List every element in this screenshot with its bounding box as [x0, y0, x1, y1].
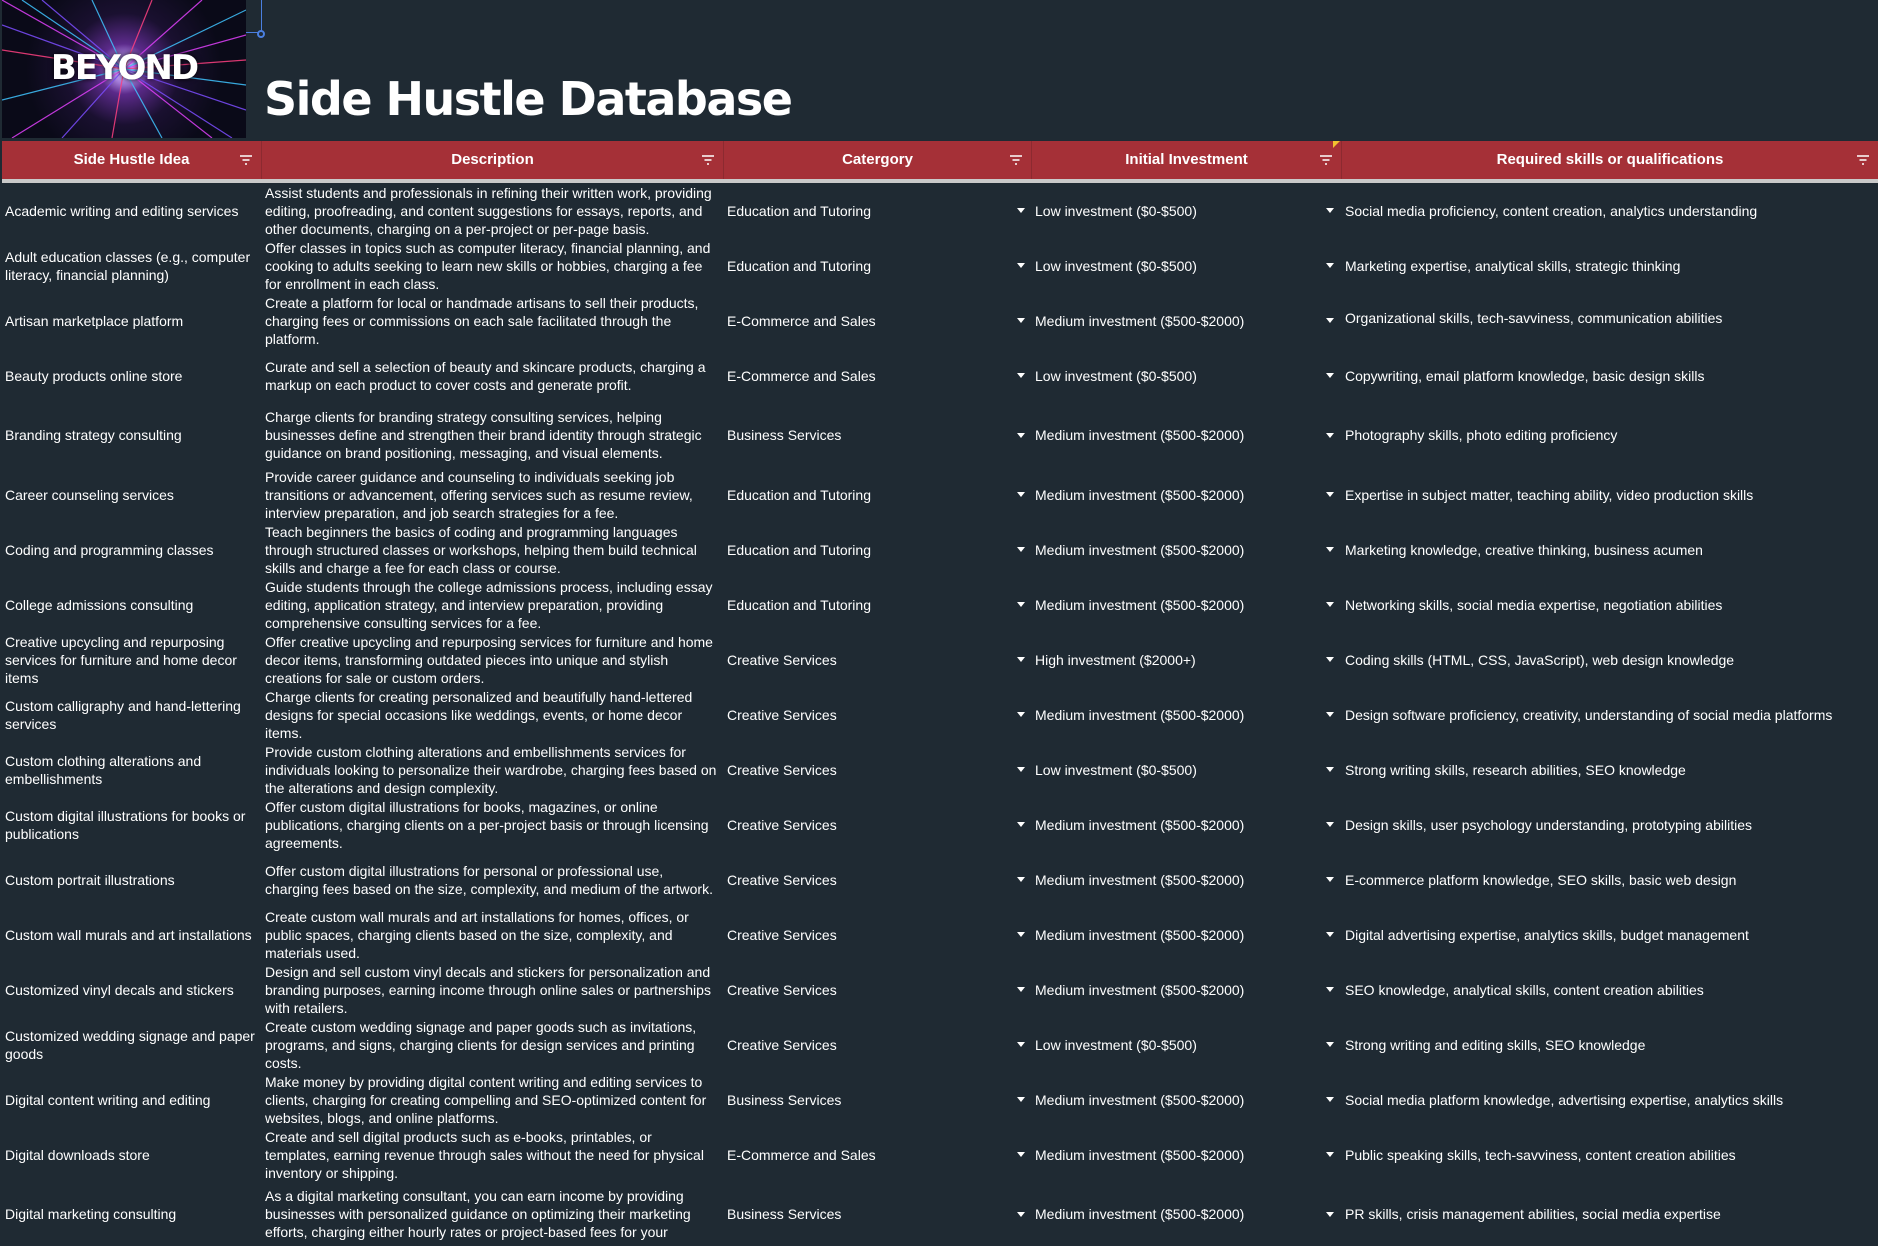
cell-investment-text: Medium investment ($500-$2000): [1035, 312, 1245, 329]
cell-idea-text: College admissions consulting: [5, 596, 194, 613]
cell-investment-text: Medium investment ($500-$2000): [1035, 981, 1245, 998]
cell-description-text: Offer custom digital illustrations for personal or professional use, charging fees based on the size, complexity, and medium of the artwork.: [265, 862, 713, 897]
cell-skills-text: Strong writing and editing skills, SEO knowledge: [1345, 1036, 1646, 1053]
cell-description-text: Create custom wedding signage and paper goods such as invitations, programs, and signs, charging clients for design services and printing costs.: [265, 1018, 697, 1071]
cell-skills[interactable]: [1342, 467, 1878, 522]
cell-idea[interactable]: [2, 577, 262, 632]
cell-description[interactable]: [262, 742, 724, 797]
cell-category[interactable]: [724, 522, 1032, 577]
cell-idea-text: Digital content writing and editing: [5, 1091, 211, 1108]
category-dropdown-icon[interactable]: [1014, 962, 1028, 1017]
table-row[interactable]: [2, 238, 1878, 293]
cell-category[interactable]: [724, 907, 1032, 962]
cell-description-text: Create custom wall murals and art installations for homes, offices, or public spaces, charging clients based on the size, complexity, and materials used.: [265, 908, 689, 961]
cell-description-text: Teach beginners the basics of coding and programming languages through structured classes or workshops, helping them build technical skills and charge a fee for each class or course.: [265, 523, 697, 576]
cell-category[interactable]: [724, 467, 1032, 522]
cell-idea[interactable]: [2, 1182, 262, 1246]
cell-skills-text: Social media platform knowledge, advertising expertise, analytics skills: [1345, 1091, 1784, 1108]
cell-investment[interactable]: [1032, 293, 1342, 348]
selection-handle-dot[interactable]: [257, 30, 265, 38]
table-row[interactable]: [2, 348, 1878, 403]
table-body: [2, 183, 1878, 1246]
cell-description-text: Guide students through the college admissions process, including essay editing, application strategy, and interview preparation, providing comprehensive consulting services for a fee.: [265, 578, 713, 631]
category-dropdown-icon[interactable]: [1014, 467, 1028, 522]
cell-category-text: E-Commerce and Sales: [727, 1146, 876, 1163]
cell-skills-text: Design software proficiency, creativity, understanding of social media platforms: [1345, 706, 1833, 723]
cell-skills[interactable]: [1342, 1182, 1878, 1246]
cell-skills[interactable]: [1342, 852, 1878, 907]
cell-idea[interactable]: [2, 962, 262, 1017]
investment-dropdown-icon[interactable]: [1323, 522, 1337, 577]
category-dropdown-icon[interactable]: [1014, 522, 1028, 577]
column-header-label: Required skills or qualifications: [1496, 151, 1724, 168]
investment-dropdown-icon[interactable]: [1323, 797, 1337, 852]
cell-category-text: Creative Services: [727, 1036, 837, 1053]
cell-investment-text: Medium investment ($500-$2000): [1035, 706, 1245, 723]
investment-dropdown-icon[interactable]: [1323, 293, 1337, 348]
cell-skills-text: Design skills, user psychology understanding, prototyping abilities: [1345, 816, 1752, 833]
cell-investment-text: Low investment ($0-$500): [1035, 202, 1197, 219]
cell-idea[interactable]: [2, 293, 262, 348]
cell-description[interactable]: [262, 467, 724, 522]
cell-investment-text: High investment ($2000+): [1035, 651, 1196, 668]
investment-dropdown-icon[interactable]: [1323, 1017, 1337, 1072]
cell-investment[interactable]: [1032, 522, 1342, 577]
cell-skills[interactable]: [1342, 238, 1878, 293]
cell-category-text: Creative Services: [727, 926, 837, 943]
selection-handle-line: [261, 0, 262, 34]
investment-dropdown-icon[interactable]: [1323, 1127, 1337, 1182]
cell-category-text: Education and Tutoring: [727, 202, 871, 219]
investment-dropdown-icon[interactable]: [1323, 687, 1337, 742]
cell-skills[interactable]: [1342, 1072, 1878, 1127]
cell-description[interactable]: [262, 403, 724, 467]
column-header-category[interactable]: [724, 141, 1032, 179]
table-row[interactable]: [2, 687, 1878, 742]
cell-category-text: Business Services: [727, 1091, 842, 1108]
cell-description[interactable]: [262, 852, 724, 907]
cell-investment[interactable]: [1032, 238, 1342, 293]
investment-dropdown-icon[interactable]: [1323, 1072, 1337, 1127]
table-row[interactable]: [2, 183, 1878, 238]
cell-idea[interactable]: [2, 687, 262, 742]
cell-description[interactable]: [262, 522, 724, 577]
cell-idea-text: Custom portrait illustrations: [5, 871, 175, 888]
cell-idea[interactable]: [2, 797, 262, 852]
cell-idea-text: Coding and programming classes: [5, 541, 214, 558]
cell-description[interactable]: [262, 348, 724, 403]
table-row[interactable]: [2, 522, 1878, 577]
cell-investment-text: Low investment ($0-$500): [1035, 257, 1197, 274]
table-row[interactable]: [2, 1182, 1878, 1246]
category-dropdown-icon[interactable]: [1014, 687, 1028, 742]
filter-icon[interactable]: [701, 154, 715, 166]
cell-skills[interactable]: [1342, 348, 1878, 403]
cell-category[interactable]: [724, 1072, 1032, 1127]
cell-category-text: Creative Services: [727, 706, 837, 723]
column-header-label: Catergory: [842, 151, 913, 168]
investment-dropdown-icon[interactable]: [1323, 742, 1337, 797]
cell-skills[interactable]: [1342, 632, 1878, 687]
category-dropdown-icon[interactable]: [1014, 1017, 1028, 1072]
cell-investment-text: Medium investment ($500-$2000): [1035, 926, 1245, 943]
filter-icon[interactable]: [1319, 154, 1333, 166]
cell-category[interactable]: [724, 742, 1032, 797]
investment-dropdown-icon[interactable]: [1323, 1182, 1337, 1246]
cell-skills-text: E-commerce platform knowledge, SEO skills, basic web design: [1345, 871, 1737, 888]
cell-description[interactable]: [262, 183, 724, 238]
cell-idea[interactable]: [2, 1072, 262, 1127]
table-row[interactable]: [2, 1017, 1878, 1072]
cell-idea-text: Digital marketing consulting: [5, 1206, 177, 1222]
category-dropdown-icon[interactable]: [1014, 238, 1028, 293]
cell-idea-text: Digital downloads store: [5, 1146, 150, 1163]
table-row[interactable]: [2, 742, 1878, 797]
investment-dropdown-icon[interactable]: [1323, 577, 1337, 632]
cell-idea-text: Career counseling services: [5, 486, 174, 503]
cell-idea-text: Adult education classes (e.g., computer literacy, financial planning): [5, 248, 251, 283]
cell-skills[interactable]: [1342, 962, 1878, 1017]
cell-idea[interactable]: [2, 238, 262, 293]
category-dropdown-icon[interactable]: [1014, 183, 1028, 238]
cell-skills-text: PR skills, crisis management abilities, social media expertise: [1345, 1206, 1721, 1222]
cell-category[interactable]: [724, 183, 1032, 238]
cell-skills-text: Organizational skills, tech-savviness, communication abilities: [1345, 310, 1723, 326]
cell-category-text: Creative Services: [727, 816, 837, 833]
cell-category[interactable]: [724, 293, 1032, 348]
cell-idea[interactable]: [2, 1127, 262, 1182]
cell-skills-text: Expertise in subject matter, teaching ability, video production skills: [1345, 486, 1754, 503]
category-dropdown-icon[interactable]: [1014, 577, 1028, 632]
cell-idea-text: Creative upcycling and repurposing services for furniture and home decor items: [5, 633, 237, 686]
cell-category-text: Education and Tutoring: [727, 257, 871, 274]
cell-description-text: Create and sell digital products such as e-books, printables, or templates, earning revenue through sales without the need for physical inventory or shipping.: [265, 1128, 704, 1181]
column-header-label: Description: [451, 151, 534, 168]
cell-skills-text: Digital advertising expertise, analytics skills, budget management: [1345, 926, 1749, 943]
cell-investment[interactable]: [1032, 797, 1342, 852]
cell-skills-text: Networking skills, social media expertise, negotiation abilities: [1345, 596, 1723, 613]
table-row[interactable]: [2, 852, 1878, 907]
cell-skills[interactable]: [1342, 522, 1878, 577]
cell-skills[interactable]: [1342, 183, 1878, 238]
cell-skills-text: Copywriting, email platform knowledge, basic design skills: [1345, 367, 1705, 384]
column-header-description[interactable]: [262, 141, 724, 179]
cell-description[interactable]: [262, 797, 724, 852]
cell-idea-text: Customized wedding signage and paper goods: [5, 1027, 255, 1062]
cell-investment[interactable]: [1032, 577, 1342, 632]
cell-investment[interactable]: [1032, 687, 1342, 742]
cell-description[interactable]: [262, 238, 724, 293]
category-dropdown-icon[interactable]: [1014, 1072, 1028, 1127]
cell-description[interactable]: [262, 1127, 724, 1182]
category-dropdown-icon[interactable]: [1014, 632, 1028, 687]
cell-skills-text: Social media proficiency, content creation, analytics understanding: [1345, 202, 1758, 219]
cell-investment[interactable]: [1032, 403, 1342, 467]
cell-category-text: Business Services: [727, 427, 842, 443]
investment-dropdown-icon[interactable]: [1323, 238, 1337, 293]
cell-category[interactable]: [724, 1182, 1032, 1246]
cell-category-text: Business Services: [727, 1206, 842, 1222]
cell-skills-text: Marketing knowledge, creative thinking, business acumen: [1345, 541, 1703, 558]
cell-investment[interactable]: [1032, 632, 1342, 687]
cell-investment-text: Medium investment ($500-$2000): [1035, 1091, 1245, 1108]
cell-description[interactable]: [262, 293, 724, 348]
table-header: [2, 141, 1878, 183]
cell-skills[interactable]: [1342, 403, 1878, 467]
cell-idea-text: Custom digital illustrations for books or publications: [5, 807, 246, 842]
cell-investment-text: Medium investment ($500-$2000): [1035, 486, 1245, 503]
cell-category[interactable]: [724, 1017, 1032, 1072]
cell-idea[interactable]: [2, 467, 262, 522]
cell-idea[interactable]: [2, 742, 262, 797]
cell-category[interactable]: [724, 577, 1032, 632]
category-dropdown-icon[interactable]: [1014, 1127, 1028, 1182]
cell-category[interactable]: [724, 238, 1032, 293]
cell-skills-text: SEO knowledge, analytical skills, content creation abilities: [1345, 981, 1704, 998]
cell-category-text: Creative Services: [727, 981, 837, 998]
cell-skills[interactable]: [1342, 293, 1878, 348]
investment-dropdown-icon[interactable]: [1323, 403, 1337, 467]
cell-description-text: Offer custom digital illustrations for books, magazines, or online publications, charging clients on a per-project basis or through licensing agreements.: [265, 798, 709, 851]
investment-dropdown-icon[interactable]: [1323, 632, 1337, 687]
category-dropdown-icon[interactable]: [1014, 293, 1028, 348]
category-dropdown-icon[interactable]: [1014, 852, 1028, 907]
category-dropdown-icon[interactable]: [1014, 907, 1028, 962]
cell-investment[interactable]: [1032, 348, 1342, 403]
column-header-label: Initial Investment: [1125, 151, 1248, 168]
cell-description[interactable]: [262, 907, 724, 962]
table-row[interactable]: [2, 1127, 1878, 1182]
cell-idea[interactable]: [2, 522, 262, 577]
category-dropdown-icon[interactable]: [1014, 348, 1028, 403]
cell-idea[interactable]: [2, 852, 262, 907]
cell-investment-text: Medium investment ($500-$2000): [1035, 871, 1245, 888]
cell-category[interactable]: [724, 852, 1032, 907]
cell-idea-text: Custom calligraphy and hand-lettering services: [5, 697, 241, 732]
cell-description-text: Curate and sell a selection of beauty and skincare products, charging a markup on each product to cover costs and generate profit.: [265, 358, 706, 393]
cell-skills-text: Marketing expertise, analytical skills, strategic thinking: [1345, 257, 1681, 274]
cell-category-text: Creative Services: [727, 651, 837, 668]
cell-investment[interactable]: [1032, 1072, 1342, 1127]
cell-investment-text: Low investment ($0-$500): [1035, 761, 1197, 778]
cell-skills-text: Coding skills (HTML, CSS, JavaScript), web design knowledge: [1345, 651, 1735, 668]
cell-investment-text: Medium investment ($500-$2000): [1035, 427, 1245, 443]
table-row[interactable]: [2, 797, 1878, 852]
filter-icon[interactable]: [1009, 154, 1023, 166]
cell-note-indicator[interactable]: [1333, 141, 1340, 148]
table-row[interactable]: [2, 907, 1878, 962]
cell-description-text: Design and sell custom vinyl decals and stickers for personalization and branding purposes, earning income through online sales or partnerships with retailers.: [265, 963, 711, 1016]
cell-idea[interactable]: [2, 183, 262, 238]
cell-category[interactable]: [724, 1127, 1032, 1182]
cell-investment[interactable]: [1032, 1017, 1342, 1072]
investment-dropdown-icon[interactable]: [1323, 183, 1337, 238]
investment-dropdown-icon[interactable]: [1323, 907, 1337, 962]
cell-description-text: Make money by providing digital content writing and editing services to clients, charging for creating compelling and SEO-optimized content for websites, blogs, and online platforms.: [265, 1073, 707, 1126]
cell-description-text: Create a platform for local or handmade artisans to sell their products, charging fees or commissions on each sale facilitated through the platform.: [265, 294, 699, 347]
cell-idea-text: Custom wall murals and art installations: [5, 926, 252, 943]
cell-category[interactable]: [724, 962, 1032, 1017]
cell-category[interactable]: [724, 632, 1032, 687]
cell-investment[interactable]: [1032, 852, 1342, 907]
cell-category[interactable]: [724, 797, 1032, 852]
cell-skills[interactable]: [1342, 577, 1878, 632]
beyond-logo[interactable]: [2, 0, 246, 138]
logo-text: BEYOND: [50, 48, 198, 88]
table-row[interactable]: [2, 403, 1878, 467]
cell-skills[interactable]: [1342, 742, 1878, 797]
cell-investment[interactable]: [1032, 183, 1342, 238]
cell-description-text: As a digital marketing consultant, you can earn income by providing businesses with personalized guidance on optimizing their marketing efforts, charging either hourly rates or project-based fees for your: [265, 1188, 691, 1240]
column-header-skills[interactable]: [1342, 141, 1878, 179]
cell-description[interactable]: [262, 1182, 724, 1246]
category-dropdown-icon[interactable]: [1014, 403, 1028, 467]
cell-idea[interactable]: [2, 632, 262, 687]
cell-description[interactable]: [262, 687, 724, 742]
cell-category[interactable]: [724, 687, 1032, 742]
cell-description-text: Charge clients for branding strategy consulting services, helping businesses define and strengthen their brand identity through strategic guidance on brand positioning, messaging, and visual elements.: [265, 409, 702, 461]
category-dropdown-icon[interactable]: [1014, 797, 1028, 852]
cell-idea[interactable]: [2, 1017, 262, 1072]
cell-description[interactable]: [262, 962, 724, 1017]
cell-investment[interactable]: [1032, 962, 1342, 1017]
category-dropdown-icon[interactable]: [1014, 742, 1028, 797]
table-row[interactable]: [2, 632, 1878, 687]
cell-skills[interactable]: [1342, 1017, 1878, 1072]
cell-idea[interactable]: [2, 907, 262, 962]
cell-skills-text: Strong writing skills, research abilities, SEO knowledge: [1345, 761, 1686, 778]
cell-category-text: E-Commerce and Sales: [727, 367, 876, 384]
cell-category-text: Creative Services: [727, 761, 837, 778]
cell-investment-text: Medium investment ($500-$2000): [1035, 596, 1245, 613]
cell-investment[interactable]: [1032, 1127, 1342, 1182]
cell-idea-text: Custom clothing alterations and embellishments: [5, 752, 202, 787]
cell-category-text: Education and Tutoring: [727, 541, 871, 558]
cell-description-text: Offer classes in topics such as computer literacy, financial planning, and cooking to adults seeking to learn new skills or hobbies, charging a fee for enrollment in each class.: [265, 239, 711, 292]
table-row[interactable]: [2, 962, 1878, 1017]
cell-skills[interactable]: [1342, 687, 1878, 742]
cell-description[interactable]: [262, 1017, 724, 1072]
column-header-investment[interactable]: [1032, 141, 1342, 179]
table-row[interactable]: [2, 577, 1878, 632]
cell-investment-text: Medium investment ($500-$2000): [1035, 1206, 1245, 1222]
investment-dropdown-icon[interactable]: [1323, 467, 1337, 522]
cell-skills[interactable]: [1342, 1127, 1878, 1182]
cell-idea-text: Artisan marketplace platform: [5, 312, 184, 329]
cell-investment-text: Medium investment ($500-$2000): [1035, 541, 1245, 558]
cell-description[interactable]: [262, 632, 724, 687]
category-dropdown-icon[interactable]: [1014, 1182, 1028, 1246]
cell-description-text: Provide career guidance and counseling to individuals seeking job transitions or advancement, offering services such as resume review, interview preparation, and job search strategies for a fee.: [265, 468, 693, 521]
cell-idea-text: Academic writing and editing services: [5, 202, 239, 219]
investment-dropdown-icon[interactable]: [1323, 348, 1337, 403]
cell-category[interactable]: [724, 403, 1032, 467]
cell-category-text: Education and Tutoring: [727, 486, 871, 503]
page-title: Side Hustle Database: [264, 72, 792, 126]
filter-icon[interactable]: [239, 154, 253, 166]
investment-dropdown-icon[interactable]: [1323, 852, 1337, 907]
cell-category[interactable]: [724, 348, 1032, 403]
cell-investment-text: Medium investment ($500-$2000): [1035, 1146, 1245, 1163]
cell-investment[interactable]: [1032, 467, 1342, 522]
cell-category-text: E-Commerce and Sales: [727, 312, 876, 329]
cell-skills[interactable]: [1342, 907, 1878, 962]
cell-idea-text: Beauty products online store: [5, 367, 183, 384]
column-header-label: Side Hustle Idea: [73, 151, 190, 168]
cell-investment[interactable]: [1032, 742, 1342, 797]
investment-dropdown-icon[interactable]: [1323, 962, 1337, 1017]
cell-category-text: Education and Tutoring: [727, 596, 871, 613]
cell-idea-text: Customized vinyl decals and stickers: [5, 981, 234, 998]
cell-description-text: Assist students and professionals in refining their written work, providing editing, proofreading, and content suggestions for essays, reports, and other documents, charging on a per-project or per-page basis.: [265, 184, 712, 237]
cell-skills[interactable]: [1342, 797, 1878, 852]
cell-investment[interactable]: [1032, 907, 1342, 962]
cell-idea-text: Branding strategy consulting: [5, 427, 182, 443]
cell-investment-text: Medium investment ($500-$2000): [1035, 816, 1245, 833]
cell-description-text: Provide custom clothing alterations and embellishments services for individuals looking to personalize their wardrobe, charging fees based on the alterations and design complexity.: [265, 743, 717, 796]
table-row[interactable]: [2, 293, 1878, 348]
cell-category-text: Creative Services: [727, 871, 837, 888]
cell-investment-text: Low investment ($0-$500): [1035, 367, 1197, 384]
cell-description-text: Charge clients for creating personalized and beautifully hand-lettered designs for special occasions like weddings, events, or home decor items.: [265, 688, 693, 741]
cell-idea[interactable]: [2, 403, 262, 467]
cell-skills-text: Public speaking skills, tech-savviness, content creation abilities: [1345, 1146, 1736, 1163]
cell-description-text: Offer creative upcycling and repurposing services for furniture and home decor items, transforming outdated pieces into unique and stylish creations for sale or custom orders.: [265, 633, 713, 686]
table-row[interactable]: [2, 467, 1878, 522]
cell-description[interactable]: [262, 1072, 724, 1127]
cell-skills-text: Photography skills, photo editing proficiency: [1345, 427, 1618, 443]
cell-description[interactable]: [262, 577, 724, 632]
table-row[interactable]: [2, 1072, 1878, 1127]
filter-icon[interactable]: [1856, 154, 1870, 166]
cell-investment[interactable]: [1032, 1182, 1342, 1246]
cell-idea[interactable]: [2, 348, 262, 403]
column-header-idea[interactable]: [2, 141, 262, 179]
cell-investment-text: Low investment ($0-$500): [1035, 1036, 1197, 1053]
